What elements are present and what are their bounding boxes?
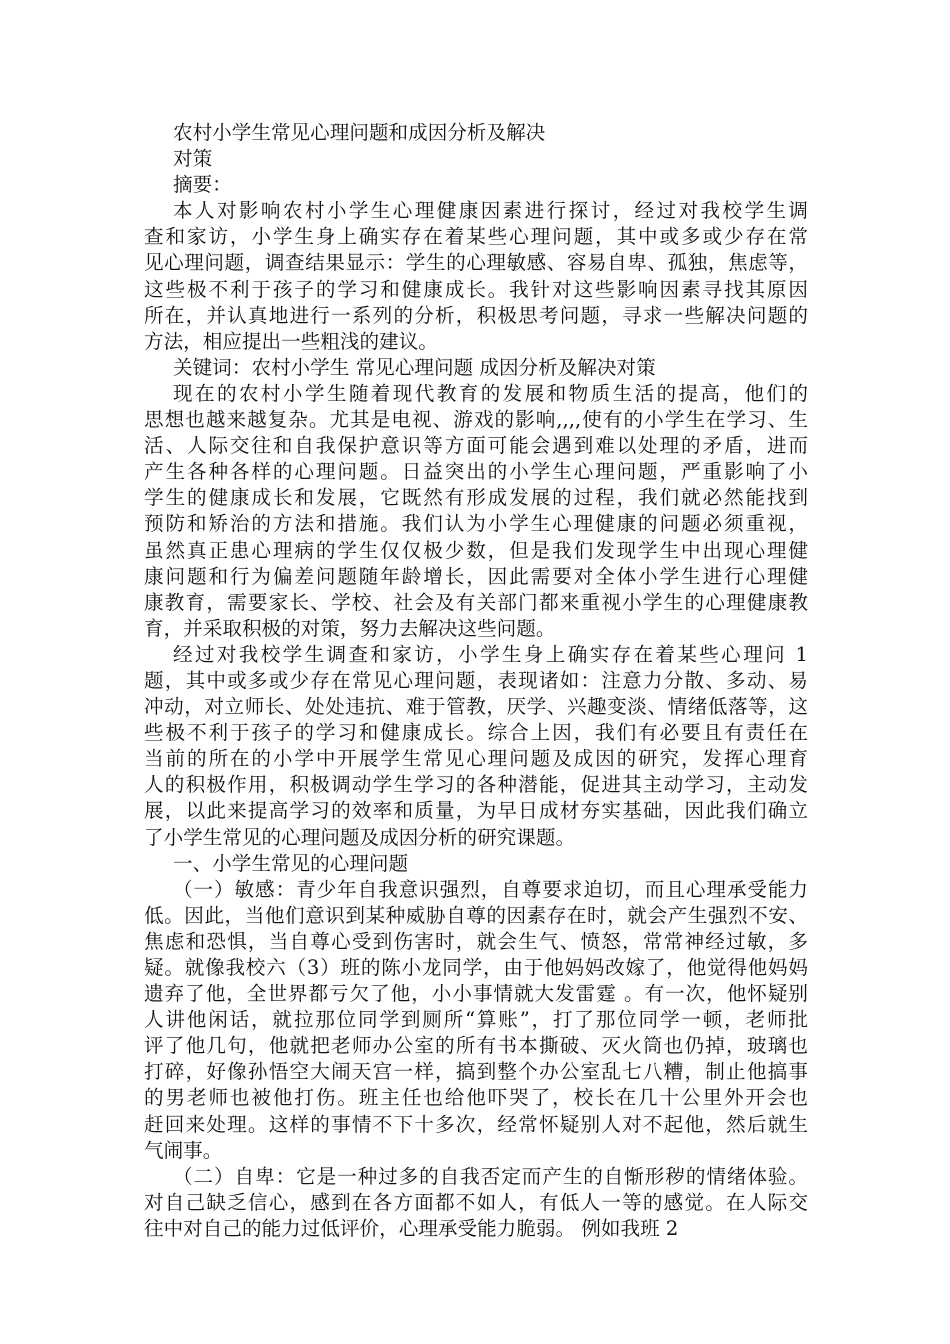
text-line: 了小学生常见的心理问题及成因分析的研究课题。 [144, 825, 576, 849]
text-line: 些极不利于孩子的学习和健康成长。综合上因，我们有必要且有责任在 [144, 721, 808, 745]
text-line: 人讲他闲话，就拉那位同学到厕所“算账”，打了那位同学一顿，老师批 [144, 1008, 808, 1032]
text-line: 这些极不利于孩子的学习和健康成长。我针对这些影响因素寻找其原因 [144, 277, 808, 301]
text-line: 查和家访，小学生身上确实存在着某些心理问题，其中或多或少存在常 [144, 225, 808, 249]
text-line: 育，并采取积极的对策，努力去解决这些问题。 [144, 616, 556, 640]
text-line: 经过对我校学生调查和家访，小学生身上确实存在着某些心理问 1 [173, 642, 808, 666]
text-line: 所在，并认真地进行一系列的分析，积极思考问题，寻求一些解决问题的 [144, 303, 808, 327]
text-line: 遗弃了他，全世界都亏欠了他，小小事情就大发雷霆 。有一次，他怀疑别 [144, 982, 808, 1006]
text-line: 赶回来处理。这样的事情不下十多次，经常怀疑别人对不起他，然后就生 [144, 1112, 808, 1136]
text-line: 方法，相应提出一些粗浅的建议。 [144, 329, 438, 353]
text-line: 当前的所在的小学中开展学生常见心理问题及成因的研究，发挥心理育 [144, 747, 808, 771]
text-line: 冲动，对立师长、处处违抗、难于管教，厌学、兴趣变淡、情绪低落等，这 [144, 695, 808, 719]
keywords-line: 关键词：农村小学生 常见心理问题 成因分析及解决对策 [173, 355, 656, 379]
title-line-1: 农村小学生常见心理问题和成因分析及解决 [173, 121, 546, 144]
text-line: 现在的农村小学生随着现代教育的发展和物质生活的提高，他们的 [173, 381, 808, 405]
text-line: 焦虑和恐惧，当自尊心受到伤害时，就会生气、愤怒，常常神经过敏，多 [144, 929, 808, 953]
text-line: 评了他几句，他就把老师办公室的所有书本撕破、灭火筒也仍掉，玻璃也 [144, 1034, 808, 1058]
text-line: 康问题和行为偏差问题随年龄增长，因此需要对全体小学生进行心理健 [144, 564, 808, 588]
title-line-2: 对策 [173, 147, 213, 171]
text-line: 题，其中或多或少存在常见心理问题，表现诸如：注意力分散、多动、易 [144, 668, 808, 692]
text-line: 往中对自己的能力过低评价，心理承受能力脆弱。 例如我班 2 [144, 1216, 679, 1240]
text-line: 产生各种各样的心理问题。日益突出的小学生心理问题，严重影响了小 [144, 460, 808, 484]
text-line: （一）敏感：青少年自我意识强烈，自尊要求迫切，而且心理承受能力 [173, 877, 808, 901]
document-page [144, 120, 808, 1242]
text-line: 对自己缺乏信心，感到在各方面都不如人，有低人一等的感觉。在人际交 [144, 1190, 808, 1214]
text-line: 本人对影响农村小学生心理健康因素进行探讨，经过对我校学生调 [173, 199, 808, 223]
text-line: 学生的健康成长和发展，它既然有形成发展的过程，我们就必然能找到 [144, 486, 808, 510]
text-line: 活、人际交往和自我保护意识等方面可能会遇到难以处理的矛盾，进而 [144, 434, 808, 458]
text-line: 虽然真正患心理病的学生仅仅极少数，但是我们发现学生中出现心理健 [144, 538, 808, 562]
text-line: 康教育，需要家长、学校、社会及有关部门都来重视小学生的心理健康教 [144, 590, 808, 614]
text-line: 气闹事。 [144, 1138, 223, 1162]
text-line: 疑。就像我校六（3）班的陈小龙同学，由于他妈妈改嫁了，他觉得他妈妈 [144, 956, 808, 979]
text-line: 思想也越来越复杂。尤其是电视、游戏的影响,,,,使有的小学生在学习、生 [144, 408, 808, 432]
section-heading: 一、小学生常见的心理问题 [173, 851, 409, 875]
text-line: 人的积极作用，积极调动学生学习的各种潜能，促进其主动学习，主动发 [144, 773, 808, 797]
text-line: 见心理问题，调查结果显示：学生的心理敏感、容易自卑、孤独，焦虑等， [144, 251, 808, 275]
text-line: 低。因此，当他们意识到某种威胁自尊的因素存在时，就会产生强烈不安、 [144, 903, 808, 927]
text-line: 展，以此来提高学习的效率和质量，为早日成材夯实基础，因此我们确立 [144, 799, 808, 823]
text-line: 预防和矫治的方法和措施。我们认为小学生心理健康的问题必须重视， [144, 512, 808, 536]
text-line: （二）自卑：它是一种过多的自我否定而产生的自惭形秽的情绪体验。 [173, 1164, 808, 1188]
abstract-heading: 摘要： [173, 173, 232, 197]
text-line: 的男老师也被他打伤。班主任也给他吓哭了，校长在几十公里外开会也 [144, 1086, 808, 1110]
text-line: 打碎，好像孙悟空大闹天宫一样，搞到整个办公室乱七八糟，制止他搞事 [144, 1060, 808, 1084]
